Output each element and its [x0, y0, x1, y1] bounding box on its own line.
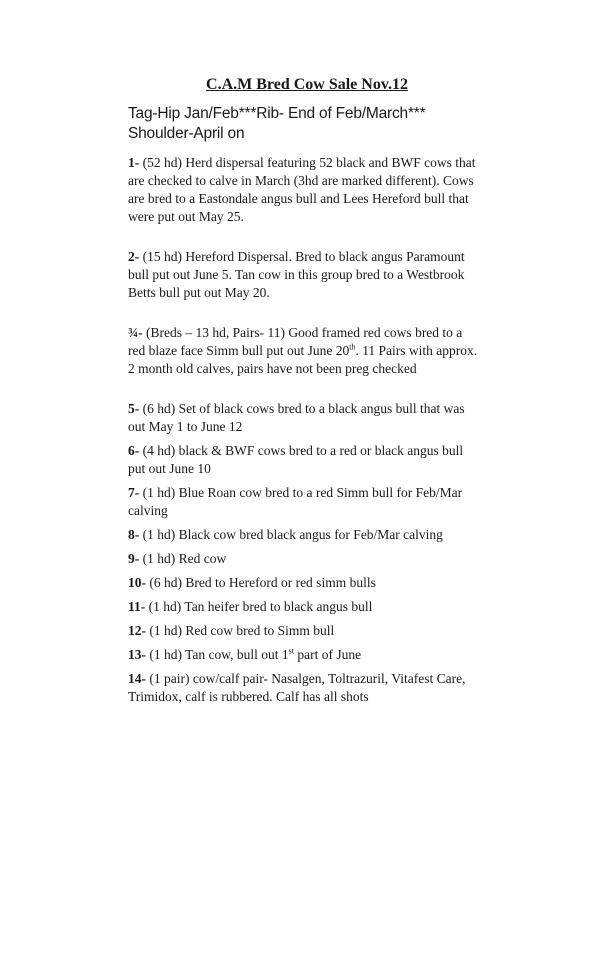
lot-item: [128, 324, 478, 378]
lot-number: 1-: [128, 155, 140, 170]
lot-item: [128, 154, 478, 226]
lot-item: [128, 526, 478, 544]
lot-number: 12-: [128, 623, 146, 638]
lot-number: 6-: [128, 443, 140, 458]
lot-description: (6 hd) Bred to Hereford or red simm bulls: [146, 575, 376, 590]
document-title: C.A.M Bred Cow Sale Nov.12: [206, 76, 408, 93]
lot-number: 14-: [128, 671, 146, 686]
lot-description: (1 hd) Tan heifer bred to black angus bull: [145, 599, 373, 614]
lot-description-cont: . 11 Pairs with approx. 2 month old calves, pairs have not been preg checked: [128, 343, 478, 376]
lot-item: [128, 442, 478, 478]
lot-number: 5-: [128, 401, 140, 416]
lot-description: (1 hd) Red cow: [139, 551, 227, 566]
lot-number: 10-: [128, 575, 146, 590]
lot-item: [128, 574, 478, 592]
lot-item: [128, 670, 478, 706]
lot-number: ¾-: [128, 325, 143, 340]
lot-item: [128, 484, 478, 520]
lot-number: 7-: [128, 485, 140, 500]
lot-description: (1 hd) Tan cow, bull out 1: [146, 647, 289, 662]
lot-item: [128, 622, 478, 640]
lot-description: (52 hd) Herd dispersal featuring 52 black and BWF cows that are checked to calve in March (3hd are marked different). Cows are bred to a Eastondale angus bull and Lees Hereford bull that were put out May 25.: [128, 155, 476, 224]
lot-description: (15 hd) Hereford Dispersal. Bred to black angus Paramount bull put out June 5. Tan cow in this group bred to a Westbrook Betts bull put out May 20.: [128, 249, 465, 300]
lot-description: (1 hd) Black cow bred black angus for Feb/Mar calving: [139, 527, 443, 542]
lot-number: 2-: [128, 249, 140, 264]
lot-description: (1 pair) cow/calf pair- Nasalgen, Toltrazuril, Vitafest Care, Trimidox, calf is rubbered. Calf has all shots: [128, 671, 466, 704]
lot-number: 13-: [128, 647, 146, 662]
lot-description-cont: part of June: [294, 647, 362, 662]
lot-number: 8-: [128, 527, 140, 542]
lot-item: [128, 248, 478, 302]
lot-number: 9-: [128, 551, 140, 566]
lot-item: [128, 646, 478, 664]
lot-item: [128, 400, 478, 436]
calving-schedule-note: Tag-Hip Jan/Feb***Rib- End of Feb/March*** Shoulder-April on: [128, 105, 426, 142]
lot-description: (4 hd) black & BWF cows bred to a red or black angus bull put out June 10: [128, 443, 464, 476]
lot-description: (6 hd) Set of black cows bred to a black angus bull that was out May 1 to June 12: [128, 401, 465, 434]
ordinal-suffix: th: [349, 342, 356, 352]
ordinal-suffix: st: [288, 646, 295, 656]
lot-number: 11-: [128, 599, 146, 614]
lot-description: (1 hd) Red cow bred to Simm bull: [146, 623, 335, 638]
lot-description: (1 hd) Blue Roan cow bred to a red Simm bull for Feb/Mar calving: [128, 485, 463, 518]
lot-item: [128, 550, 478, 568]
lot-item: [128, 598, 478, 616]
lot-description: (Breds – 13 hd, Pairs- 11) Good framed red cows bred to a red blaze face Simm bull put out June 20: [128, 325, 463, 358]
document-page: [128, 76, 478, 712]
